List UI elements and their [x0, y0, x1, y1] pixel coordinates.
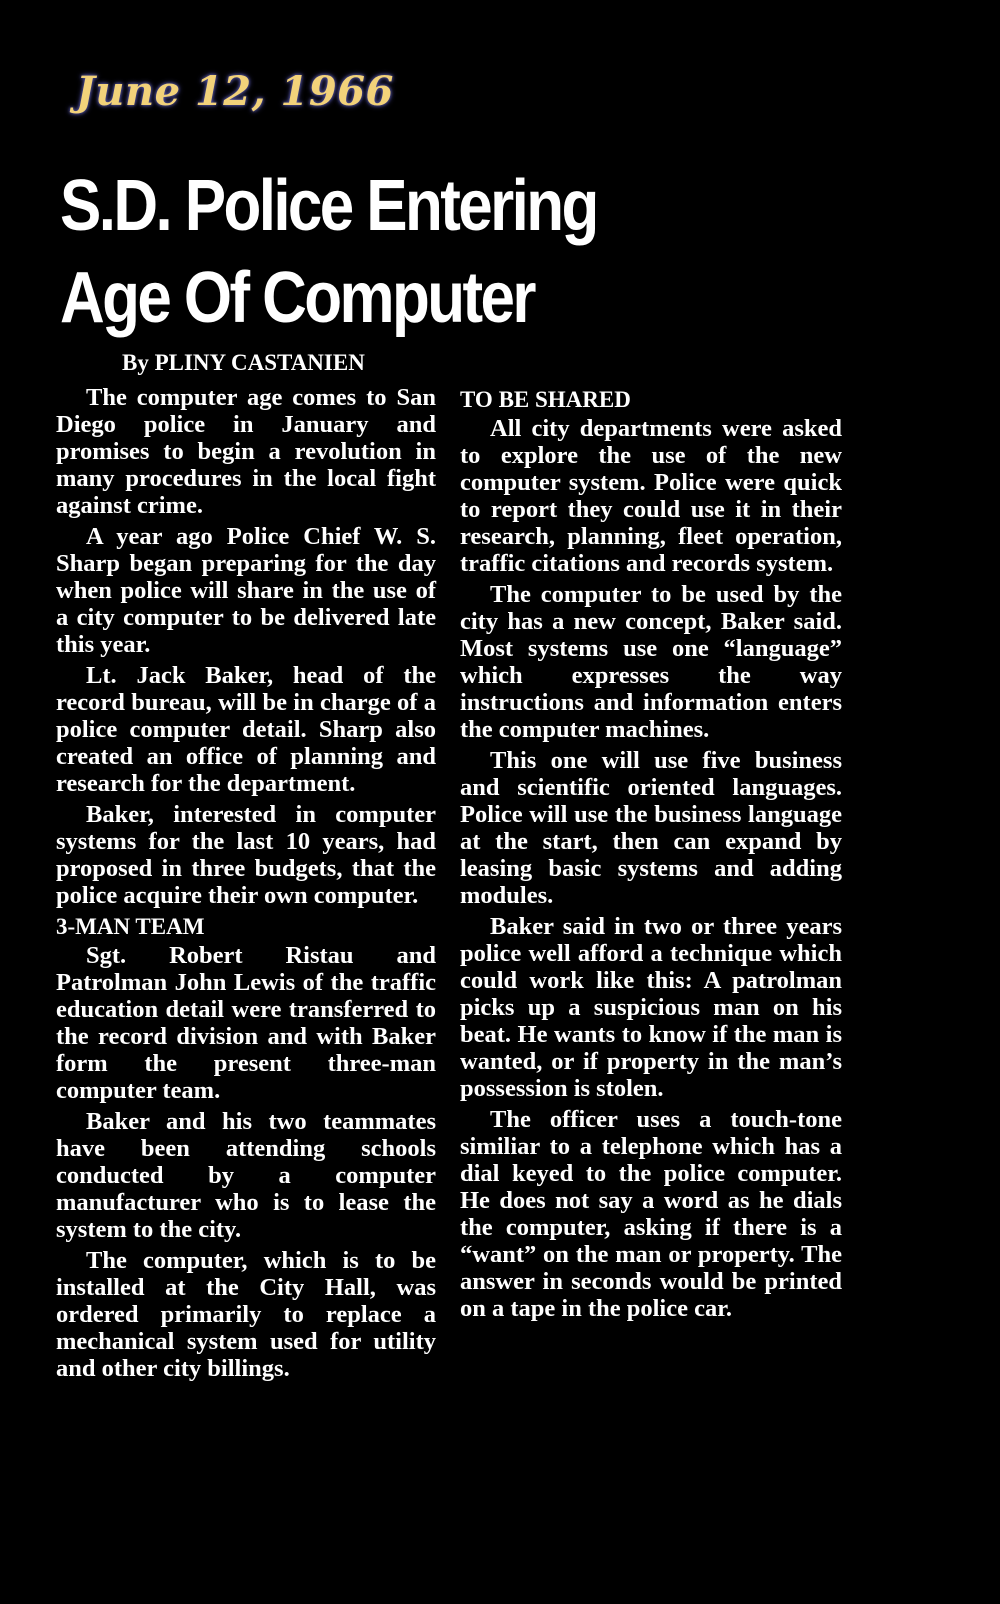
article-column-left [56, 384, 436, 1386]
article-paragraph: Baker and his two teammates have been attending schools conducted by a computer manufacturer who is to lease the system to the city. [56, 1108, 436, 1243]
article-paragraph: Baker, interested in computer systems for the last 10 years, had proposed in three budgets, that the police acquire their own computer. [56, 801, 436, 909]
article-paragraph: The computer to be used by the city has a new concept, Baker said. Most systems use one “language” which expresses the way instructions and information enters the computer machines. [460, 581, 842, 743]
article-date: June 12, 1966 [76, 68, 394, 115]
article-paragraph: All city departments were asked to explore the use of the new computer system. Police were quick to report they could use it in their research, planning, fleet operation, traffic citations and records system. [460, 415, 842, 577]
article-paragraph: The computer age comes to San Diego police in January and promises to begin a revolution in many procedures in the local fight against crime. [56, 384, 436, 519]
article-paragraph: Lt. Jack Baker, head of the record bureau, will be in charge of a police computer detail. Sharp also created an office of planning and research for the department. [56, 662, 436, 797]
article-column-right [460, 384, 842, 1326]
article-paragraph: This one will use five business and scientific oriented languages. Police will use the business language at the start, then can expand by leasing basic systems and adding modules. [460, 747, 842, 909]
article-paragraph: Sgt. Robert Ristau and Patrolman John Lewis of the traffic education detail were transferred to the record division and with Baker form the present three-man computer team. [56, 942, 436, 1104]
article-paragraph: The officer uses a touch-tone similiar to a telephone which has a dial keyed to the police computer. He does not say a word as he dials the computer, asking if there is a “want” on the man or property. The answer in seconds would be printed on a tape in the police car. [460, 1106, 842, 1322]
article-byline: By PLINY CASTANIEN [122, 350, 365, 375]
article-paragraph: The computer, which is to be installed at the City Hall, was ordered primarily to replace a mechanical system used for utility and other city billings. [56, 1247, 436, 1382]
article-paragraph: A year ago Police Chief W. S. Sharp began preparing for the day when police will share in the use of a city computer to be delivered late this year. [56, 523, 436, 658]
article-subhead: 3-MAN TEAM [56, 914, 205, 939]
article-headline: S.D. Police Entering Age Of Computer [60, 166, 597, 338]
article-paragraph: Baker said in two or three years police well afford a technique which could work like this: A patrolman picks up a suspicious man on his beat. He wants to know if the man is wanted, or if property in the man’s possession is stolen. [460, 913, 842, 1102]
article-subhead: TO BE SHARED [460, 387, 631, 412]
